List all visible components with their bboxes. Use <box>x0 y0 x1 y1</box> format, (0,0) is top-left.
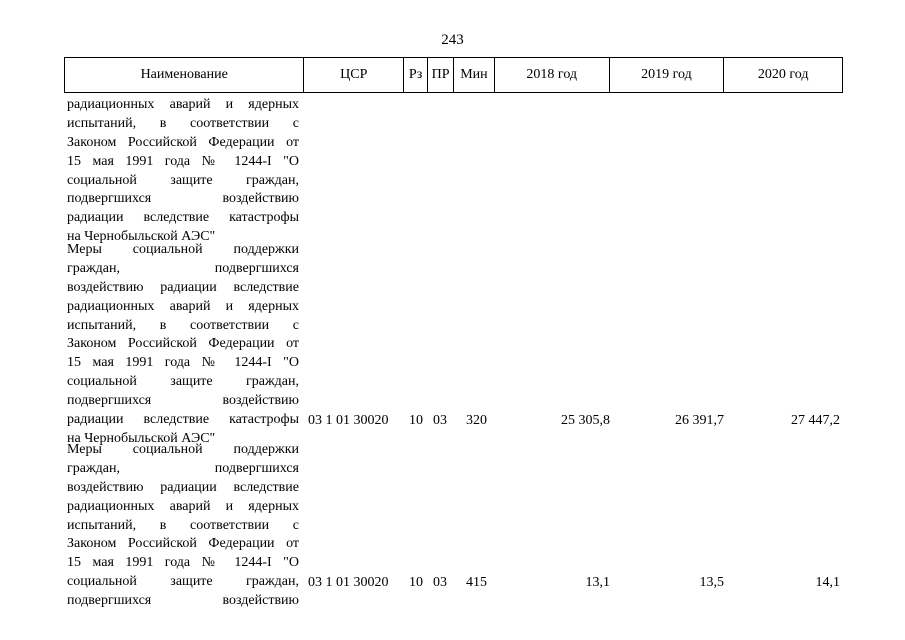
header-2019: 2019 год <box>610 58 725 92</box>
text-line: радиационных аварий и ядерных <box>67 298 299 314</box>
text-line: радиации вследствие катастрофы <box>67 210 299 226</box>
value-2018: 13,1 <box>585 575 610 590</box>
text-line: радиационных аварий и ядерных <box>67 97 299 112</box>
text-line: испытаний, в соответствии с <box>67 115 299 131</box>
table-header <box>64 57 843 93</box>
text-line: радиации вследствие катастрофы <box>67 412 299 428</box>
text-line: испытаний, в соответствии с <box>67 517 299 533</box>
page-number: 243 <box>441 32 464 48</box>
rz-value: 10 <box>409 575 423 590</box>
header-pr: ПР <box>428 58 454 92</box>
text-line: граждан, подвергшихся <box>67 260 299 276</box>
text-line: воздействию радиации вследствие <box>67 479 299 495</box>
text-line: подвергшихся воздействию <box>67 593 299 609</box>
header-csr: ЦСР <box>304 58 404 92</box>
csr-value: 03 1 01 30020 <box>308 413 389 428</box>
text-line: на Чернобыльской АЭС" <box>67 430 216 446</box>
text-line: 15 мая 1991 года № 1244-I "О <box>67 153 299 169</box>
text-line: социальной защите граждан, <box>67 374 299 390</box>
text-line: Меры социальной поддержки <box>67 242 299 257</box>
text-line: подвергшихся воздействию <box>67 191 299 207</box>
row-3-values <box>0 573 905 592</box>
min-value: 320 <box>466 413 487 428</box>
text-line: социальной защите граждан, <box>67 574 299 590</box>
text-line: Законом Российской Федерации от <box>67 134 299 150</box>
value-2020: 14,1 <box>815 575 840 590</box>
pr-value: 03 <box>433 413 447 428</box>
text-line: Законом Российской Федерации от <box>67 536 299 552</box>
header-min: Мин <box>454 58 495 92</box>
value-2020: 27 447,2 <box>791 413 840 428</box>
header-name: Наименование <box>65 58 304 92</box>
rz-value: 10 <box>409 413 423 428</box>
header-rz: Рз <box>404 58 428 92</box>
text-line: воздействию радиации вследствие <box>67 279 299 295</box>
text-line: Законом Российской Федерации от <box>67 336 299 352</box>
text-line: радиационных аварий и ядерных <box>67 498 299 514</box>
row-1-name <box>67 96 299 247</box>
value-2019: 26 391,7 <box>675 413 724 428</box>
text-line: испытаний, в соответствии с <box>67 317 299 333</box>
text-line: социальной защите граждан, <box>67 172 299 188</box>
text-line: 15 мая 1991 года № 1244-I "О <box>67 355 299 371</box>
text-line: граждан, подвергшихся <box>67 460 299 476</box>
text-line: подвергшихся воздействию <box>67 393 299 409</box>
text-line: Меры социальной поддержки <box>67 442 299 457</box>
min-value: 415 <box>466 575 487 590</box>
row-2-values <box>0 411 905 430</box>
pr-value: 03 <box>433 575 447 590</box>
value-2018: 25 305,8 <box>561 413 610 428</box>
header-2020: 2020 год <box>757 67 809 82</box>
text-line: 15 мая 1991 года № 1244-I "О <box>67 555 299 571</box>
text-line: на Чернобыльской АЭС" <box>67 229 216 245</box>
value-2019: 13,5 <box>699 575 724 590</box>
csr-value: 03 1 01 30020 <box>308 575 389 590</box>
header-2018: 2018 год <box>495 58 610 92</box>
